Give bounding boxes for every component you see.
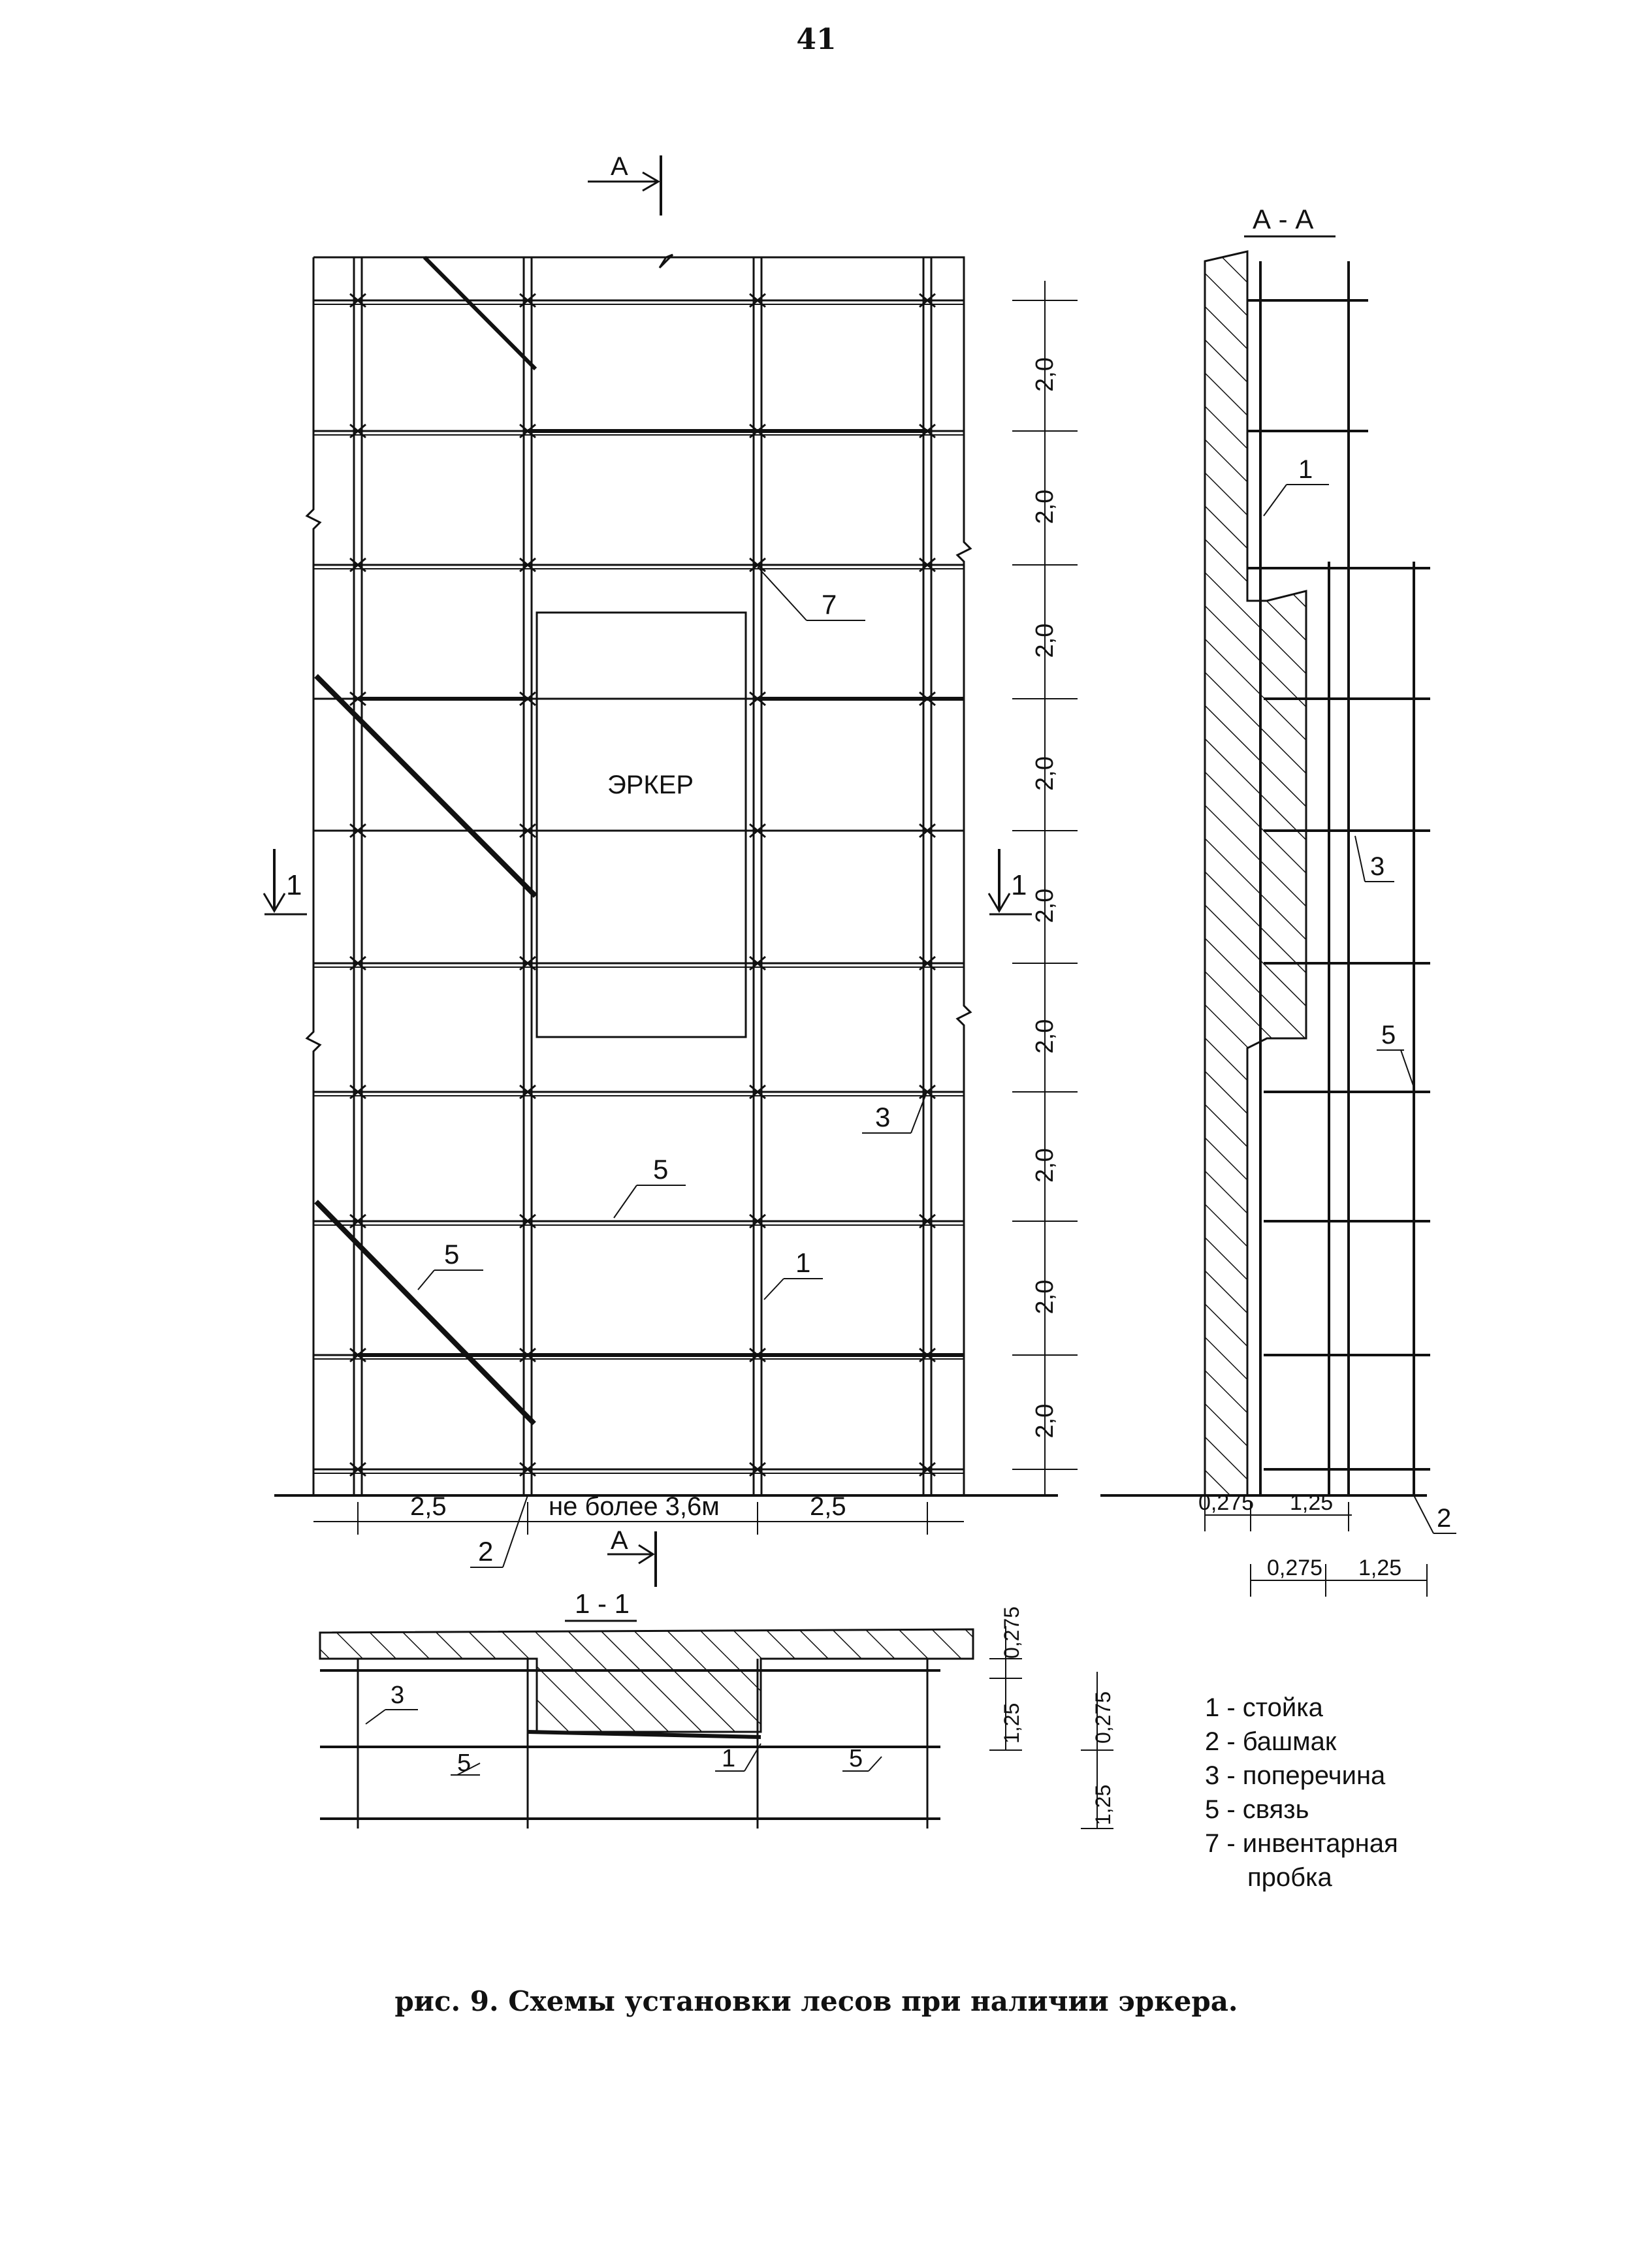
svg-text:1,25: 1,25 bbox=[1290, 1490, 1334, 1515]
section-mark-letter: А bbox=[611, 152, 628, 181]
svg-text:7: 7 bbox=[822, 589, 837, 620]
callout-1 bbox=[764, 1247, 823, 1300]
level-height-label: 2,0 bbox=[1031, 1279, 1059, 1315]
svg-text:1: 1 bbox=[795, 1247, 811, 1278]
plan-title: 1 - 1 bbox=[575, 1588, 630, 1619]
callout-1 bbox=[1264, 455, 1329, 516]
figure-caption: рис. 9. Схемы установки лесов при наличии эркера. bbox=[394, 1985, 1238, 2017]
section-mark-top bbox=[588, 152, 661, 216]
level-height-label: 2,0 bbox=[1031, 756, 1059, 791]
bay-dimensions bbox=[313, 1492, 964, 1535]
diagonal-brace bbox=[316, 1202, 534, 1424]
section-mark-letter: А bbox=[611, 1526, 628, 1555]
svg-text:0,275: 0,275 bbox=[1091, 1691, 1115, 1744]
legend-item: 7 - инвентарная bbox=[1205, 1829, 1398, 1858]
section-title: А - А bbox=[1253, 204, 1314, 234]
section-mark-bottom bbox=[607, 1526, 656, 1587]
facade-outline bbox=[307, 257, 320, 1495]
svg-text:5: 5 bbox=[444, 1239, 460, 1270]
svg-text:5: 5 bbox=[457, 1749, 472, 1777]
diagonal-brace bbox=[316, 676, 536, 896]
plan-dimensions bbox=[989, 1606, 1115, 1829]
bay-width-label: 2,5 bbox=[410, 1492, 447, 1521]
svg-text:3: 3 bbox=[391, 1682, 405, 1709]
svg-text:3: 3 bbox=[1370, 852, 1385, 881]
callout-3 bbox=[366, 1682, 418, 1724]
legend-item: 5 - связь bbox=[1205, 1795, 1309, 1824]
callout-5 bbox=[842, 1745, 882, 1772]
callout-5 bbox=[614, 1154, 686, 1218]
level-height-label: 2,0 bbox=[1031, 1403, 1059, 1439]
level-height-label: 2,0 bbox=[1031, 888, 1059, 923]
legend-item: 1 - стойка bbox=[1205, 1693, 1323, 1722]
callout-3 bbox=[1355, 836, 1394, 882]
callout-5 bbox=[418, 1239, 483, 1290]
legend-item: 3 - поперечина bbox=[1205, 1761, 1386, 1790]
svg-text:1,25: 1,25 bbox=[1091, 1784, 1115, 1825]
svg-text:2: 2 bbox=[478, 1536, 494, 1567]
level-height-label: 2,0 bbox=[1031, 623, 1059, 658]
legend bbox=[1205, 1693, 1398, 1892]
level-height-label: 2,0 bbox=[1031, 1148, 1059, 1183]
svg-text:5: 5 bbox=[1381, 1021, 1396, 1049]
facade-elevation bbox=[264, 152, 1078, 1587]
svg-text:0,275: 0,275 bbox=[1000, 1606, 1023, 1659]
diagonal-brace bbox=[424, 257, 536, 369]
facade-top-edge bbox=[313, 255, 970, 1495]
page-number: 41 bbox=[796, 23, 837, 56]
level-height-label: 2,0 bbox=[1031, 357, 1059, 392]
svg-text:1: 1 bbox=[1298, 455, 1313, 484]
svg-text:2: 2 bbox=[1437, 1504, 1452, 1533]
wall-section bbox=[1205, 251, 1306, 1495]
svg-text:5: 5 bbox=[849, 1745, 863, 1772]
callout-5 bbox=[451, 1749, 480, 1777]
svg-text:1,25: 1,25 bbox=[1000, 1702, 1023, 1744]
section-a-a bbox=[1100, 204, 1456, 1597]
svg-text:1,25: 1,25 bbox=[1358, 1556, 1402, 1580]
bay-width-label: не более 3,6м bbox=[549, 1492, 720, 1521]
legend-item: пробка bbox=[1247, 1863, 1332, 1892]
svg-text:1: 1 bbox=[722, 1745, 736, 1772]
cut-mark-right bbox=[989, 849, 1032, 914]
legend-item: 2 - башмак bbox=[1205, 1727, 1337, 1756]
svg-text:0,275: 0,275 bbox=[1198, 1490, 1255, 1515]
svg-text:3: 3 bbox=[875, 1102, 891, 1132]
callout-3 bbox=[862, 1091, 927, 1133]
cut-mark-left bbox=[264, 849, 307, 914]
plan-1-1 bbox=[320, 1588, 1115, 1829]
cut-mark-number: 1 bbox=[286, 869, 302, 901]
bay-width-label: 2,5 bbox=[810, 1492, 846, 1521]
cut-mark-number: 1 bbox=[1011, 869, 1027, 901]
callout-2 bbox=[1414, 1495, 1456, 1533]
bay-window-outline bbox=[537, 613, 746, 1037]
callout-5 bbox=[1377, 1021, 1414, 1087]
level-height-label: 2,0 bbox=[1031, 1019, 1059, 1054]
wall-plan bbox=[320, 1629, 973, 1732]
callout-2 bbox=[470, 1495, 528, 1567]
section-dimensions bbox=[1198, 1490, 1427, 1597]
level-height-label: 2,0 bbox=[1031, 489, 1059, 524]
svg-text:0,275: 0,275 bbox=[1267, 1556, 1323, 1580]
callout-7 bbox=[758, 567, 865, 620]
bay-window-label: ЭРКЕР bbox=[607, 771, 694, 799]
svg-text:5: 5 bbox=[653, 1154, 669, 1185]
